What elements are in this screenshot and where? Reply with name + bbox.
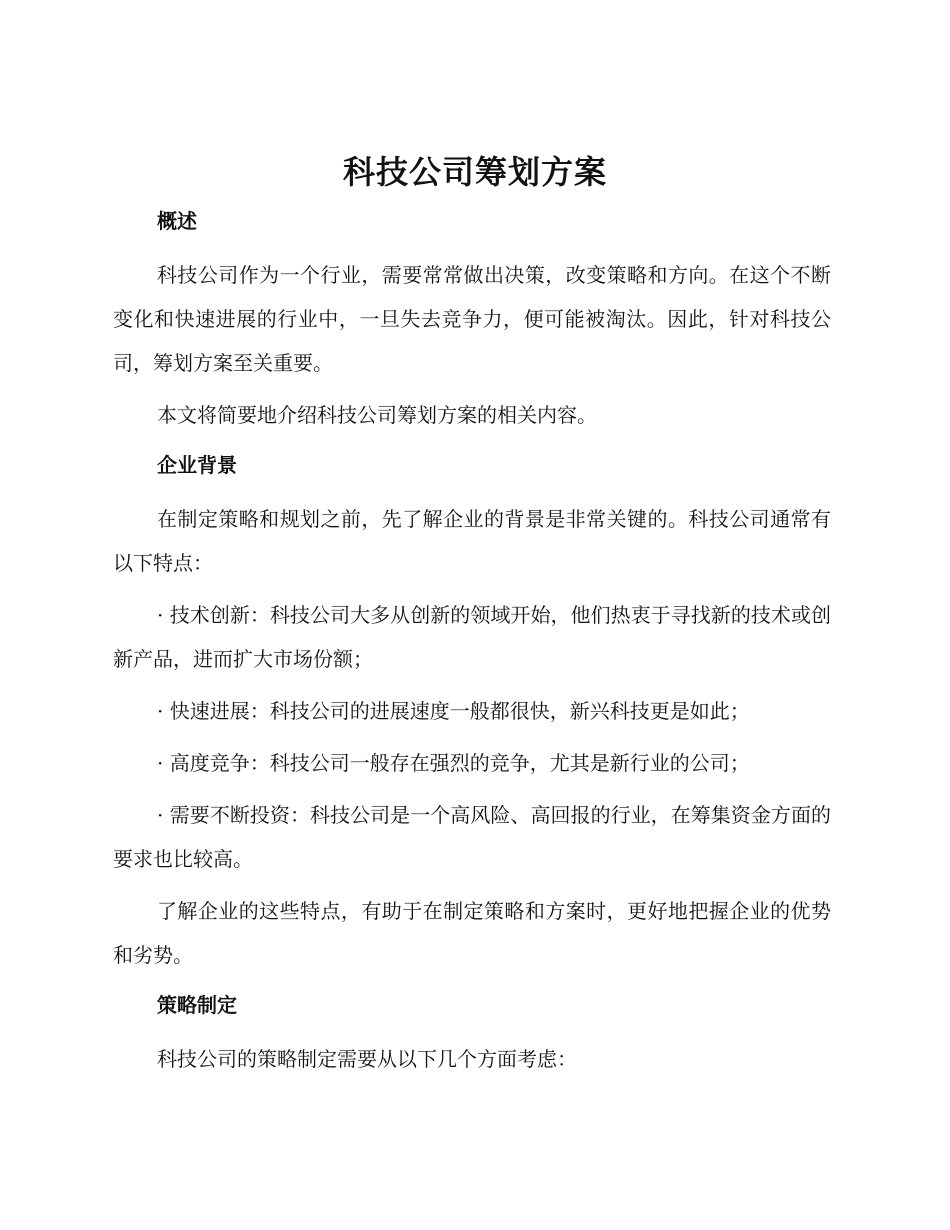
document-title: 科技公司筹划方案	[342, 153, 607, 191]
section-heading-strategy: 策略制定	[157, 993, 237, 1017]
paragraph-background-intro: 在制定策略和规划之前，先了解企业的背景是非常关键的。科技公司通常有以下特点：	[113, 507, 831, 575]
section-heading-overview: 概述	[157, 209, 197, 233]
bullet-fast-progress: · 快速进展：科技公司的进展速度一般都很快，新兴科技更是如此；	[157, 699, 750, 723]
paragraph-overview-1: 科技公司作为一个行业，需要常常做出决策，改变策略和方向。在这个不断变化和快速进展的行业中，一旦失去竞争力，便可能被淘汰。因此，针对科技公司，筹划方案至关重要。	[113, 263, 831, 375]
section-heading-background: 企业背景	[157, 453, 237, 477]
paragraph-strategy-intro: 科技公司的策略制定需要从以下几个方面考虑：	[157, 1047, 577, 1071]
bullet-tech-innovation: · 技术创新：科技公司大多从创新的领域开始，他们热衷于寻找新的技术或创新产品，进而扩大市场份额；	[113, 603, 831, 671]
paragraph-overview-2: 本文将简要地介绍科技公司筹划方案的相关内容。	[157, 403, 597, 427]
bullet-continuous-investment: · 需要不断投资：科技公司是一个高风险、高回报的行业，在筹集资金方面的要求也比较高。	[113, 803, 831, 871]
paragraph-background-summary: 了解企业的这些特点，有助于在制定策略和方案时，更好地把握企业的优势和劣势。	[113, 899, 831, 967]
document-body	[113, 201, 831, 1089]
bullet-high-competition: · 高度竞争：科技公司一般存在强烈的竞争，尤其是新行业的公司；	[157, 751, 750, 775]
